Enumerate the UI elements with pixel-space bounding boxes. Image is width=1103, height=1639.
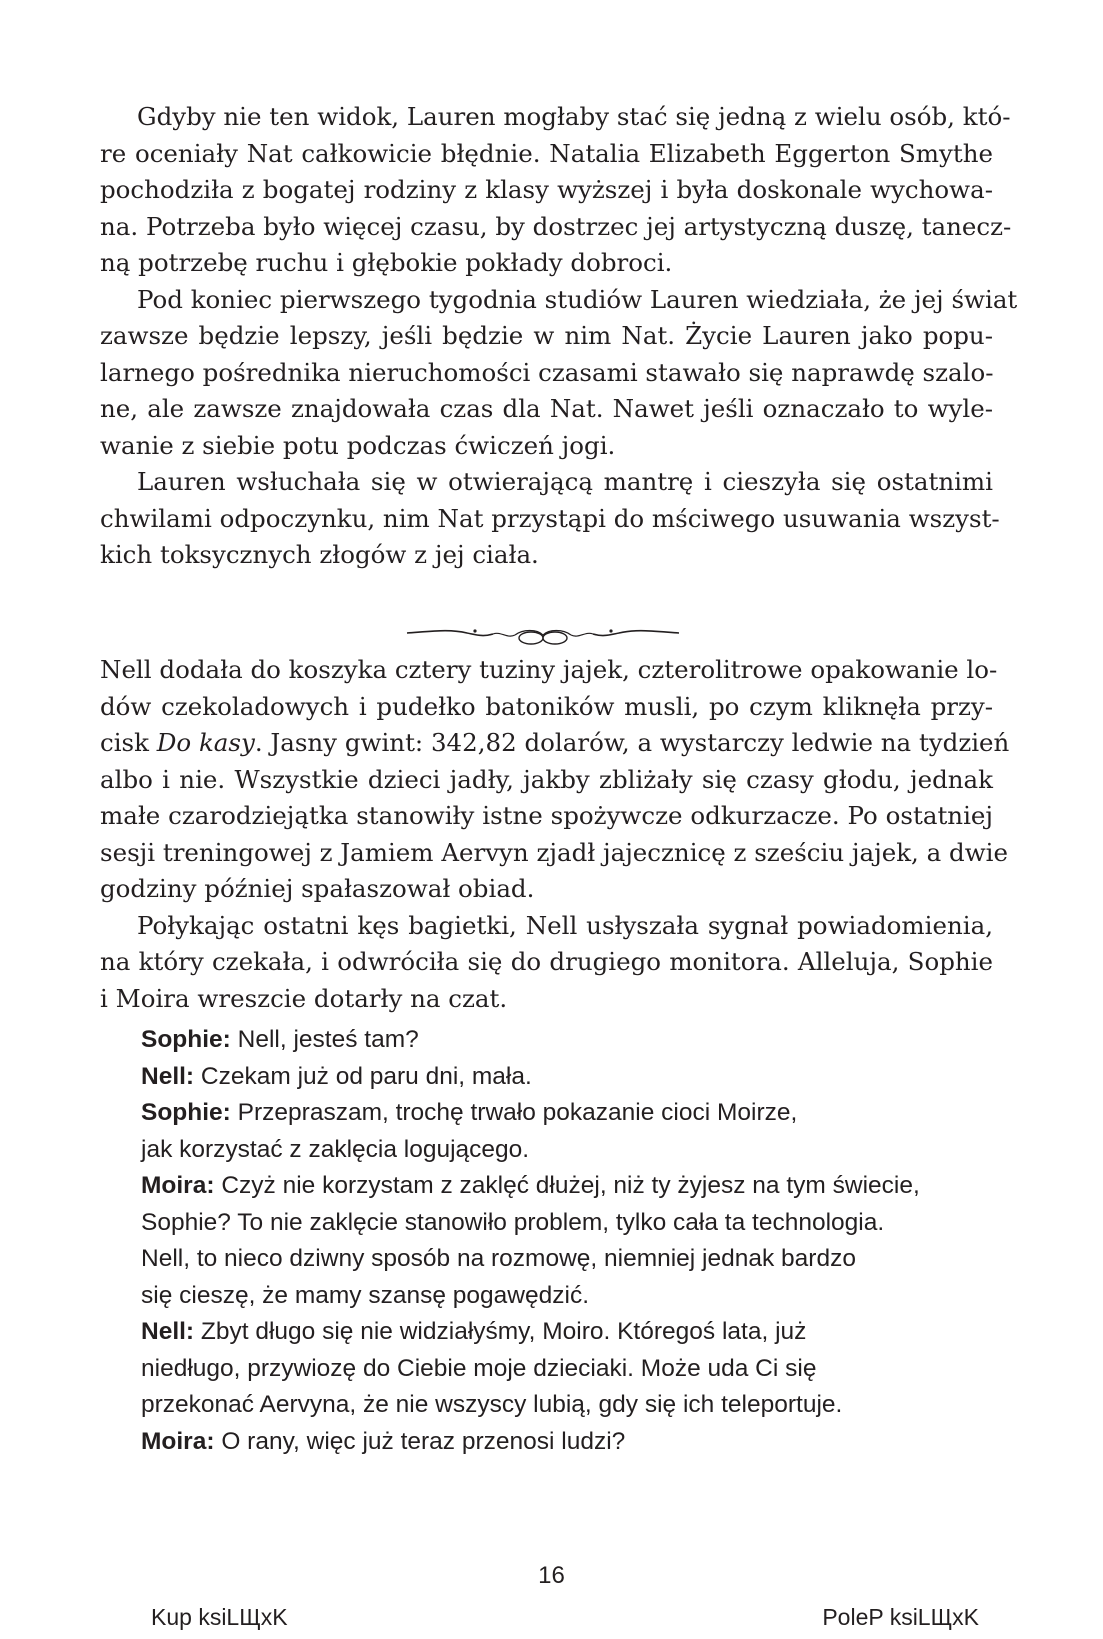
chat-text: O rany, więc już teraz przenosi ludzi? bbox=[221, 1427, 626, 1455]
section-1-text bbox=[100, 99, 1018, 574]
text-line: albo i nie. Wszystkie dzieci jadły, jakby zbliżały się czasy głodu, jednak bbox=[100, 764, 993, 794]
chat-message bbox=[141, 1424, 1001, 1461]
text-line: sesji treningowej z Jamiem Aervyn zjadł jajecznicę z sześciu jajek, a dwie bbox=[100, 837, 1009, 867]
text-line: na. Potrzeba było więcej czasu, by dostrzec jej artystyczną duszę, tanecz- bbox=[100, 211, 1012, 241]
section-2-text bbox=[100, 652, 1010, 1017]
chat-line bbox=[141, 1022, 1001, 1059]
text-line: małe czarodziejątka stanowiły istne spożywcze odkurzacze. Po ostatniej bbox=[100, 801, 993, 830]
page-number: 16 bbox=[538, 1562, 565, 1589]
chat-message bbox=[141, 1168, 1001, 1314]
text-line: Lauren wsłuchała się w otwierającą mantrę i cieszyła się ostatnimi bbox=[137, 467, 993, 496]
chat-text: niedługo, przywiozę do Ciebie moje dzieciaki. Może uda Ci się bbox=[141, 1354, 817, 1382]
text-line: na który czekała, i odwróciła się do drugiego monitora. Alleluja, Sophie bbox=[100, 947, 993, 976]
text-line: pochodziła z bogatej rodziny z klasy wyższej i była doskonale wychowa- bbox=[100, 175, 993, 204]
text-line: ną potrzebę ruchu i głębokie pokłady dobroci. bbox=[100, 248, 673, 277]
text-line: re oceniały Nat całkowicie błędnie. Natalia Elizabeth Eggerton Smythe bbox=[100, 138, 993, 168]
chat-line bbox=[141, 1314, 1001, 1351]
chat-message bbox=[141, 1059, 1001, 1096]
chat-speaker: Sophie: bbox=[141, 1099, 231, 1126]
text-line: i Moira wreszcie dotarły na czat. bbox=[100, 983, 508, 1013]
chat-line bbox=[141, 1059, 1001, 1096]
text-line: Połykając ostatni kęs bagietki, Nell usłyszała sygnał powiadomienia, bbox=[137, 910, 993, 940]
text-line: chwilami odpoczynku, nim Nat przystąpi do mściwego usuwania wszyst- bbox=[100, 503, 1000, 533]
vine-scroll-divider-icon bbox=[405, 621, 681, 651]
chat-speaker: Nell: bbox=[141, 1062, 195, 1090]
text-line: Pod koniec pierwszego tygodnia studiów Lauren wiedziała, że jej świat bbox=[137, 284, 1018, 314]
chat-text: Nell, jesteś tam? bbox=[237, 1026, 419, 1053]
footer-right-label: PoleP ksiLЩxK bbox=[822, 1604, 979, 1630]
text-line: godziny później spałaszował obiad. bbox=[100, 874, 535, 903]
text-line: dów czekoladowych i pudełko batoników musli, po czym kliknęła przy- bbox=[100, 691, 993, 721]
chat-speaker: Nell: bbox=[141, 1318, 195, 1345]
chat-transcript bbox=[141, 1022, 1001, 1460]
text-line: zawsze będzie lepszy, jeśli będzie w nim Nat. Życie Lauren jako popu- bbox=[100, 321, 993, 350]
text-line: wanie z siebie potu podczas ćwiczeń jogi. bbox=[100, 430, 616, 460]
italic-term: Do kasy bbox=[156, 728, 255, 757]
chat-text: Czekam już od paru dni, mała. bbox=[200, 1062, 532, 1090]
chat-text: Sophie? To nie zaklęcie stanowiło problem, tylko cała ta technologia. bbox=[141, 1208, 885, 1236]
chat-text: Przepraszam, trochę trwało pokazanie cioci Moirze, bbox=[237, 1099, 798, 1126]
chat-message bbox=[141, 1314, 1001, 1424]
chat-message bbox=[141, 1022, 1001, 1059]
chat-text: Czyż nie korzystam z zaklęć dłużej, niż ty żyjesz na tym świecie, bbox=[221, 1172, 920, 1199]
text-line: ne, ale zawsze znajdowała czas dla Nat. Nawet jeśli oznaczało to wyle- bbox=[100, 394, 993, 423]
chat-line bbox=[141, 1424, 1001, 1461]
chat-line bbox=[141, 1168, 1001, 1205]
chat-message bbox=[141, 1095, 1001, 1168]
text-run: . Jasny gwint: 342,82 dolarów, a wystarczy ledwie na tydzień bbox=[254, 728, 1010, 757]
text-line: Nell dodała do koszyka cztery tuziny jajek, czterolitrowe opakowanie lo- bbox=[100, 655, 998, 684]
text-line: Gdyby nie ten widok, Lauren mogłaby stać się jedną z wielu osób, któ- bbox=[137, 102, 1011, 131]
chat-speaker: Sophie: bbox=[141, 1026, 231, 1053]
chat-text: przekonać Aervyna, że nie wszyscy lubią, gdy się ich teleportuje. bbox=[141, 1391, 843, 1418]
chat-text: Nell, to nieco dziwny sposób na rozmowę, niemniej jednak bardzo bbox=[141, 1245, 856, 1272]
chat-line bbox=[141, 1095, 1001, 1132]
footer-left-label: Kup ksiLЩxK bbox=[151, 1604, 288, 1630]
text-run: cisk bbox=[100, 728, 157, 757]
chat-speaker: Moira: bbox=[141, 1172, 215, 1199]
text-line bbox=[100, 725, 1010, 762]
chat-speaker: Moira: bbox=[141, 1427, 215, 1455]
chat-text: się cieszę, że mamy szansę pogawędzić. bbox=[141, 1281, 589, 1309]
chat-text: jak korzystać z zaklęcia logującego. bbox=[141, 1135, 530, 1163]
chat-text: Zbyt długo się nie widziałyśmy, Moiro. Któregoś lata, już bbox=[200, 1318, 807, 1345]
text-line: kich toksycznych złogów z jej ciała. bbox=[100, 540, 539, 569]
text-line: larnego pośrednika nieruchomości czasami stawało się naprawdę szalo- bbox=[100, 357, 994, 387]
